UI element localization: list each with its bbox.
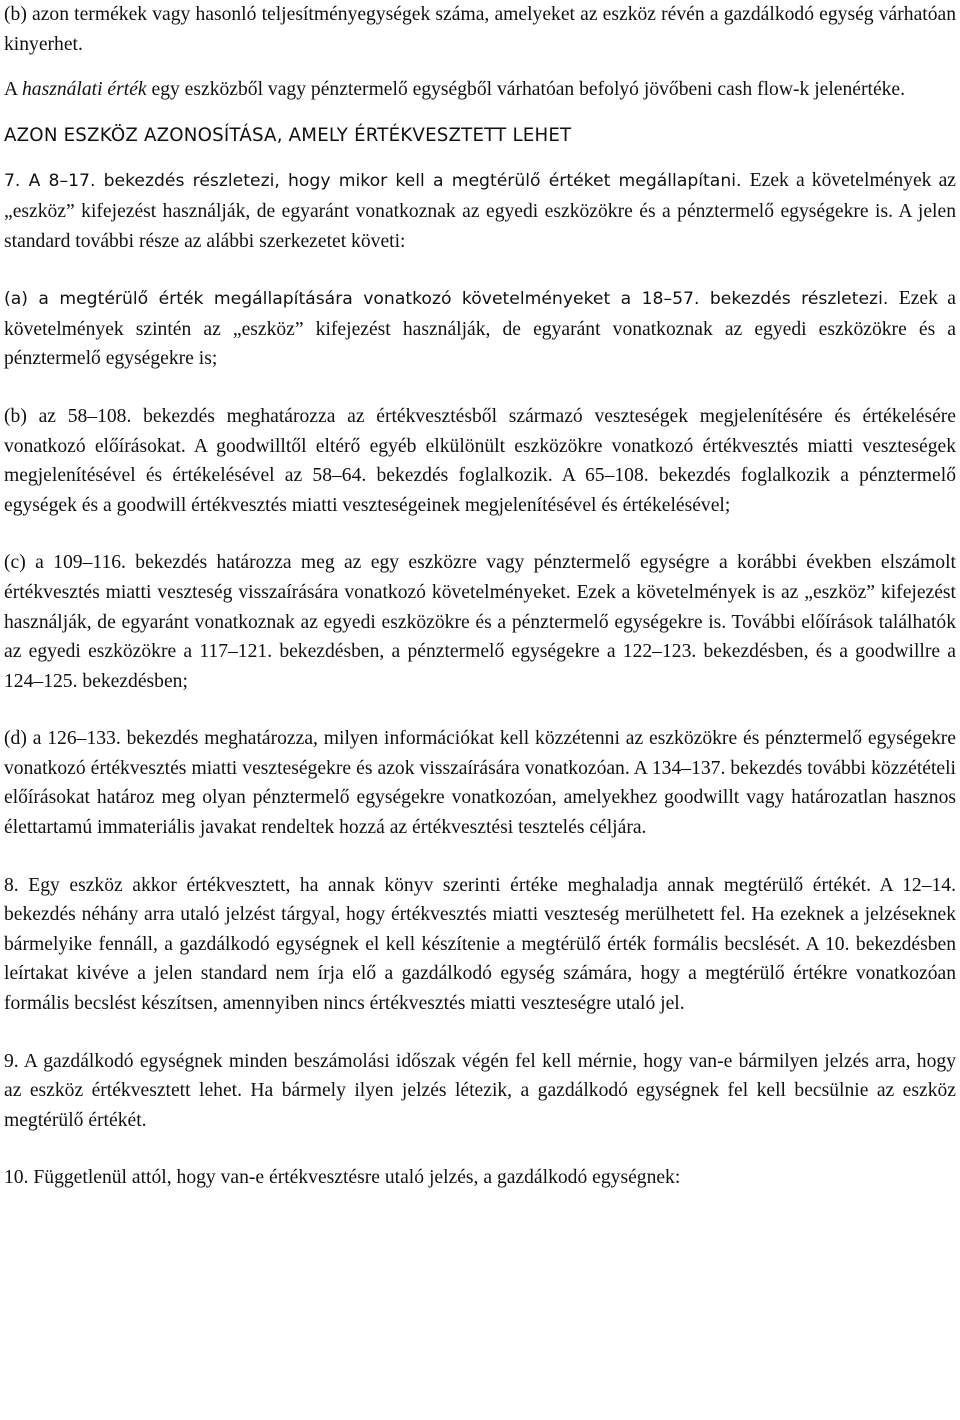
document-page <box>4 0 956 1193</box>
paragraph-7-d: (d) a 126–133. bekezdés meghatározza, milyen információkat kell közzétenni az eszközökre és pénztermelő egységekre vonatkozó értékvesztés miatti veszteségekre és azok visszaírására vonatkozóan. A 134–137. bekezdés további közzétételi előírásokat határoz meg olyan pénztermelő egységekre vonatkozóan, amelyekhez goodwillt vagy határozatlan hasznos élettartamú immateriális javakat rendeltek hozzá az értékvesztési tesztelés céljára. <box>4 728 956 839</box>
paragraph-7-a <box>4 284 956 374</box>
paragraph-7-body: Ezek a követelmények az „eszköz” kifejezést használják, de egyaránt vonatkoznak az egyedi eszközökre és a pénztermelő egységekre is. A jelen standard további része az alábbi szerkezetet követi: <box>4 170 956 252</box>
paragraph-7-c: (c) a 109–116. bekezdés határozza meg az egy eszközre vagy pénztermelő egységre a korábbi években elszámolt értékvesztés miatti veszteség visszaírására vonatkozó követelményeket. Ezek a követelmények is az „eszköz” kifejezést használják, de egyaránt vonatkoznak az egyedi eszközökre és a pénztermelő egységekre is. További előírások találhatók az egyedi eszközökre a 117–121. bekezdésben, a pénztermelő egységekre a 122–123. bekezdésben, és a goodwillre a 124–125. bekezdésben; <box>4 552 956 692</box>
value-in-use-term: használati érték <box>21 79 147 101</box>
paragraph-b-item: (b) azon termékek vagy hasonló teljesítményegységek száma, amelyeket az eszköz révén a gazdálkodó egység várhatóan kinyerhet. <box>4 4 956 55</box>
paragraph-10: 10. Függetlenül attól, hogy van-e értékvesztésre utaló jelzés, a gazdálkodó egységnek: <box>4 1167 681 1189</box>
paragraph-value-in-use <box>4 75 956 105</box>
paragraph-7-b: (b) az 58–108. bekezdés meghatározza az értékvesztésből származó veszteségek megjelenítésére és értékelésére vonatkozó előírásokat. A goodwilltől eltérő egyéb elkülönült eszközökre vonatkozó értékvesztés miatti veszteségek megjelenítésével és értékelésével az 58–64. bekezdés foglalkozik. A 65–108. bekezdés foglalkozik a pénztermelő egységek és a goodwill értékvesztés miatti veszteségeinek megjelenítésével és értékelésével; <box>4 405 956 516</box>
paragraph-8: 8. Egy eszköz akkor értékvesztett, ha annak könyv szerinti értéke meghaladja annak megtérülő értékét. A 12–14. bekezdés néhány arra utaló jelzést tárgyal, hogy értékvesztés miatti veszteség merülhetett fel. Ha ezeknek a jelzéseknek bármelyike fennáll, a gazdálkodó egységnek el kell készítenie a megtérülő érték formális becslését. A 10. bekezdésben leírtakat kivéve a jelen standard nem írja elő a gazdálkodó egység számára, hogy a megtérülő értékre vonatkozóan formális becslést készítsen, amennyiben nincs értékvesztés miatti veszteségre utaló jel. <box>4 874 956 1015</box>
value-in-use-lead: A <box>4 79 22 101</box>
paragraph-7-a-body: Ezek a követelmények szintén az „eszköz” kifejezést használják, de egyaránt vonatkoznak az egyedi eszközökre és a pénztermelő egységekre is; <box>4 288 956 370</box>
paragraph-9: 9. A gazdálkodó egységnek minden beszámolási időszak végén fel kell mérnie, hogy van-e bármilyen jelzés arra, hogy az eszköz értékvesztett lehet. Ha bármely ilyen jelzés létezik, a gazdálkodó egységnek fel kell becsülnie az eszköz megtérülő értékét. <box>4 1050 956 1131</box>
paragraph-7-a-intro: (a) a megtérülő érték megállapítására vonatkozó követelményeket a 18–57. bekezdés részletezi. <box>4 289 899 310</box>
paragraph-7-intro: 7. A 8–17. bekezdés részletezi, hogy mikor kell a megtérülő értéket megállapítani. <box>4 171 750 192</box>
section-heading: AZON ESZKÖZ AZONOSÍTÁSA, AMELY ÉRTÉKVESZTETT LEHET <box>4 124 572 146</box>
value-in-use-definition: egy eszközből vagy pénztermelő egységből várhatóan befolyó jövőbeni cash flow-k jelenértéke. <box>146 79 906 101</box>
paragraph-7 <box>4 166 956 256</box>
